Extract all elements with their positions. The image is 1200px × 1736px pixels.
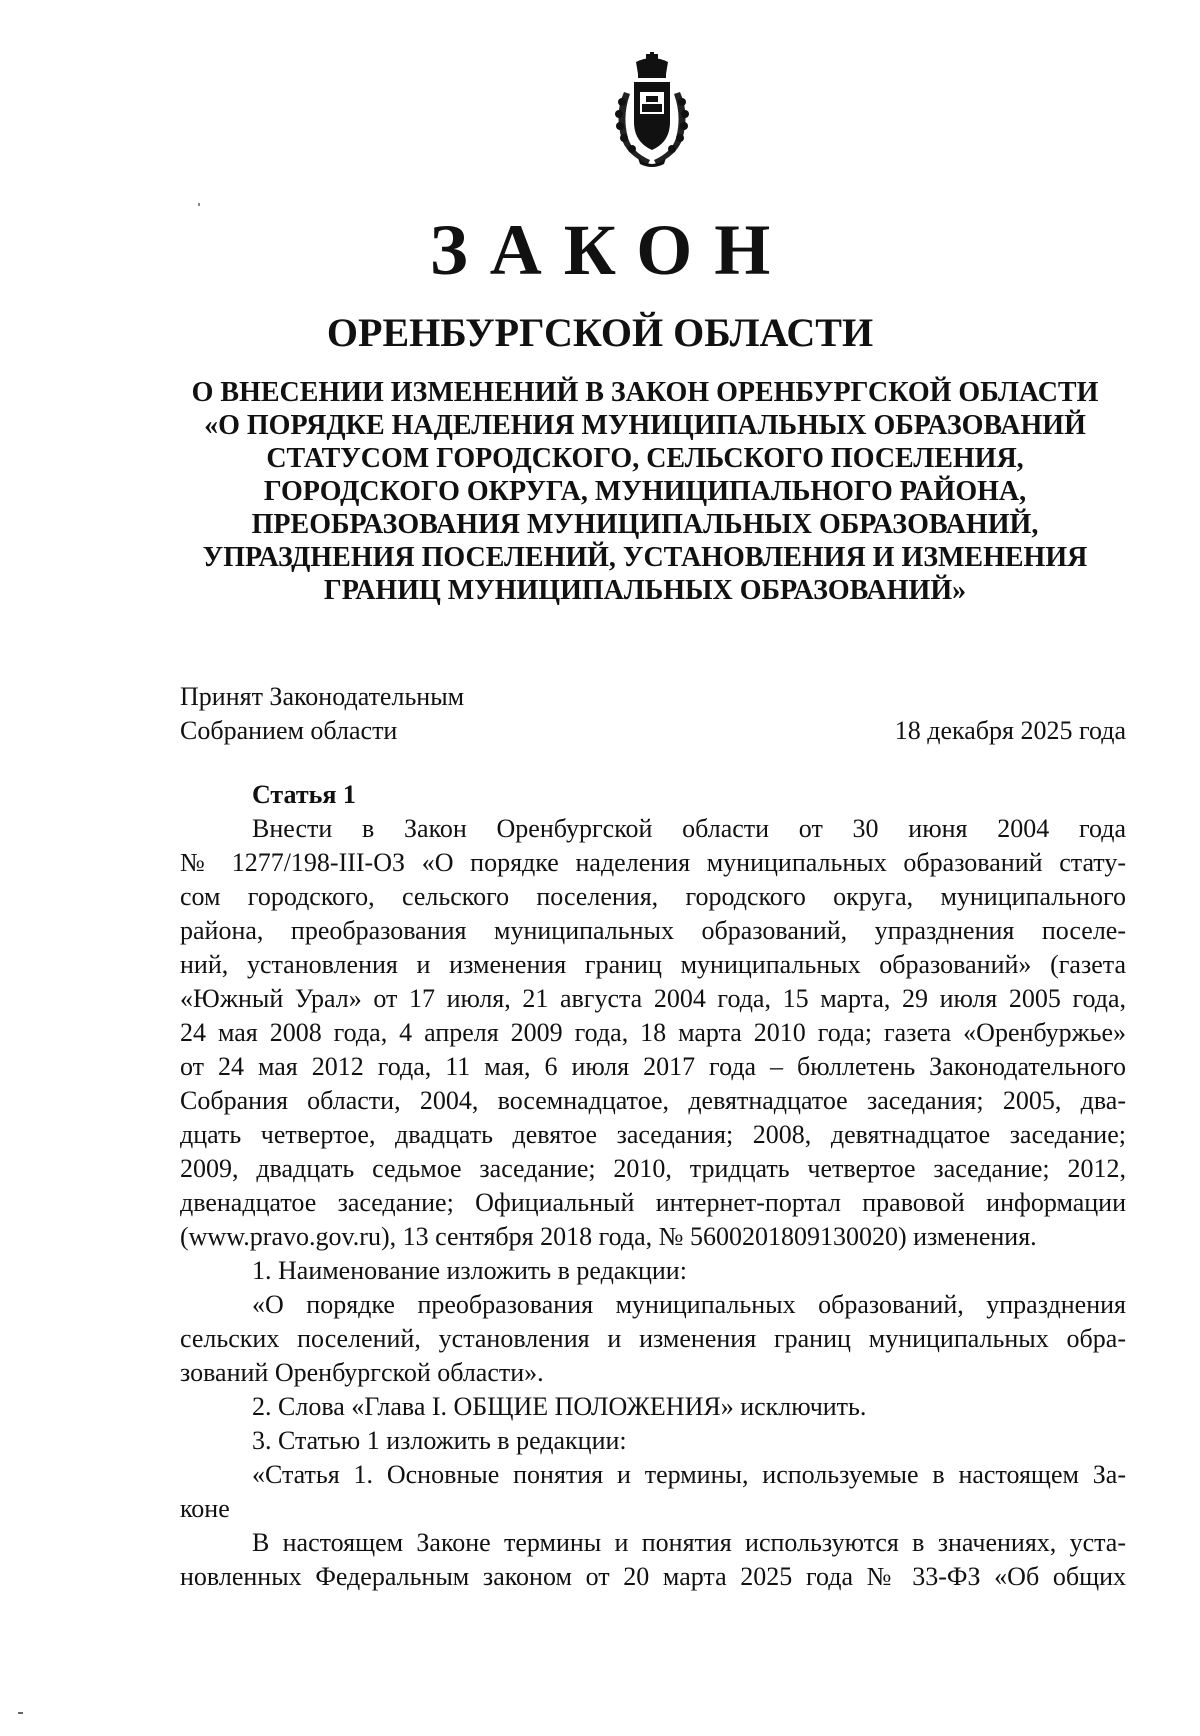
scan-artifact [198, 203, 200, 206]
text-line: сом городского, сельского поселения, городского округа, муниципального [180, 882, 1126, 911]
text-line: коне [180, 1494, 230, 1523]
text-line: дцать четвертое, двадцать девятое заседания; 2008, девятнадцатое заседание; [180, 1120, 1126, 1149]
text-line: двенадцатое заседание; Официальный интернет-портал правовой информации [180, 1188, 1126, 1217]
text-line: Собрания области, 2004, восемнадцатое, девятнадцатое заседания; 2005, два- [180, 1086, 1126, 1115]
text-line: «О порядке преобразования муниципальных образований, упразднения [252, 1290, 1126, 1319]
text-line: новленных Федеральным законом от 20 марта 2025 года № 33-ФЗ «Об общих [180, 1562, 1126, 1591]
document-subtitle: ОРЕНБУРГСКОЙ ОБЛАСТИ [326, 310, 874, 355]
law-name-line: ПРЕОБРАЗОВАНИЯ МУНИЦИПАЛЬНЫХ ОБРАЗОВАНИЙ, [251, 509, 1039, 540]
text-line: В настоящем Законе термины и понятия используются в значениях, уста- [252, 1528, 1126, 1557]
adoption-line: Принят Законодательным [180, 682, 465, 711]
law-name-line: ГОРОДСКОГО ОКРУГА, МУНИЦИПАЛЬНОГО РАЙОНА, [263, 476, 1027, 507]
article-body [180, 778, 1126, 1594]
text-line: «Южный Урал» от 17 июля, 21 августа 2004 года, 15 марта, 29 июля 2005 года, [180, 984, 1126, 1013]
law-name-line: УПРАЗДНЕНИЯ ПОСЕЛЕНИЙ, УСТАНОВЛЕНИЯ И ИЗМЕНЕНИЯ [202, 542, 1088, 573]
law-name-line: «О ПОРЯДКЕ НАДЕЛЕНИЯ МУНИЦИПАЛЬНЫХ ОБРАЗОВАНИЙ [204, 410, 1086, 441]
text-line: (www.pravo.gov.ru), 13 сентября 2018 года, № 5600201809130020) изменения. [180, 1222, 1037, 1251]
coat-of-arms-icon [608, 52, 696, 170]
text-line: 1. Наименование изложить в редакции: [252, 1256, 687, 1285]
text-line: № 1277/198-III-ОЗ «О порядке наделения муниципальных образований стату- [180, 848, 1126, 877]
text-line: района, преобразования муниципальных образований, упразднения поселе- [180, 916, 1126, 945]
document-title: ЗАКОН [429, 210, 793, 290]
text-line: 2009, двадцать седьмое заседание; 2010, тридцать четвертое заседание; 2012, [180, 1154, 1126, 1183]
law-name-line: СТАТУСОМ ГОРОДСКОГО, СЕЛЬСКОГО ПОСЕЛЕНИЯ, [266, 443, 1024, 474]
law-name [180, 376, 1110, 607]
scan-artifact [18, 1712, 23, 1714]
text-line: сельских поселений, установления и изменения границ муниципальных обра- [180, 1324, 1126, 1353]
text-line: 2. Слова «Глава I. ОБЩИЕ ПОЛОЖЕНИЯ» исключить. [252, 1392, 867, 1421]
adoption-date: 18 декабря 2025 года [894, 716, 1126, 745]
adoption-line: Собранием области [180, 716, 398, 745]
adoption-block [180, 680, 1126, 748]
adoption-row [180, 714, 1126, 748]
text-line: Внести в Закон Оренбургской области от 30 июня 2004 года [252, 814, 1126, 843]
law-name-line: О ВНЕСЕНИИ ИЗМЕНЕНИЙ В ЗАКОН ОРЕНБУРГСКОЙ ОБЛАСТИ [191, 377, 1099, 408]
text-line: 24 мая 2008 года, 4 апреля 2009 года, 18 марта 2010 года; газета «Оренбуржье» [180, 1018, 1126, 1047]
text-line: «Статья 1. Основные понятия и термины, используемые в настоящем За- [252, 1460, 1126, 1489]
article-heading: Статья 1 [252, 780, 356, 809]
text-line: зований Оренбургской области». [180, 1358, 544, 1387]
text-line: 3. Статью 1 изложить в редакции: [252, 1426, 627, 1455]
law-name-line: ГРАНИЦ МУНИЦИПАЛЬНЫХ ОБРАЗОВАНИЙ» [323, 575, 967, 606]
text-line: от 24 мая 2012 года, 11 мая, 6 июля 2017 года – бюллетень Законодательного [180, 1052, 1126, 1081]
text-line: ний, установления и изменения границ муниципальных образований» (газета [180, 950, 1126, 979]
